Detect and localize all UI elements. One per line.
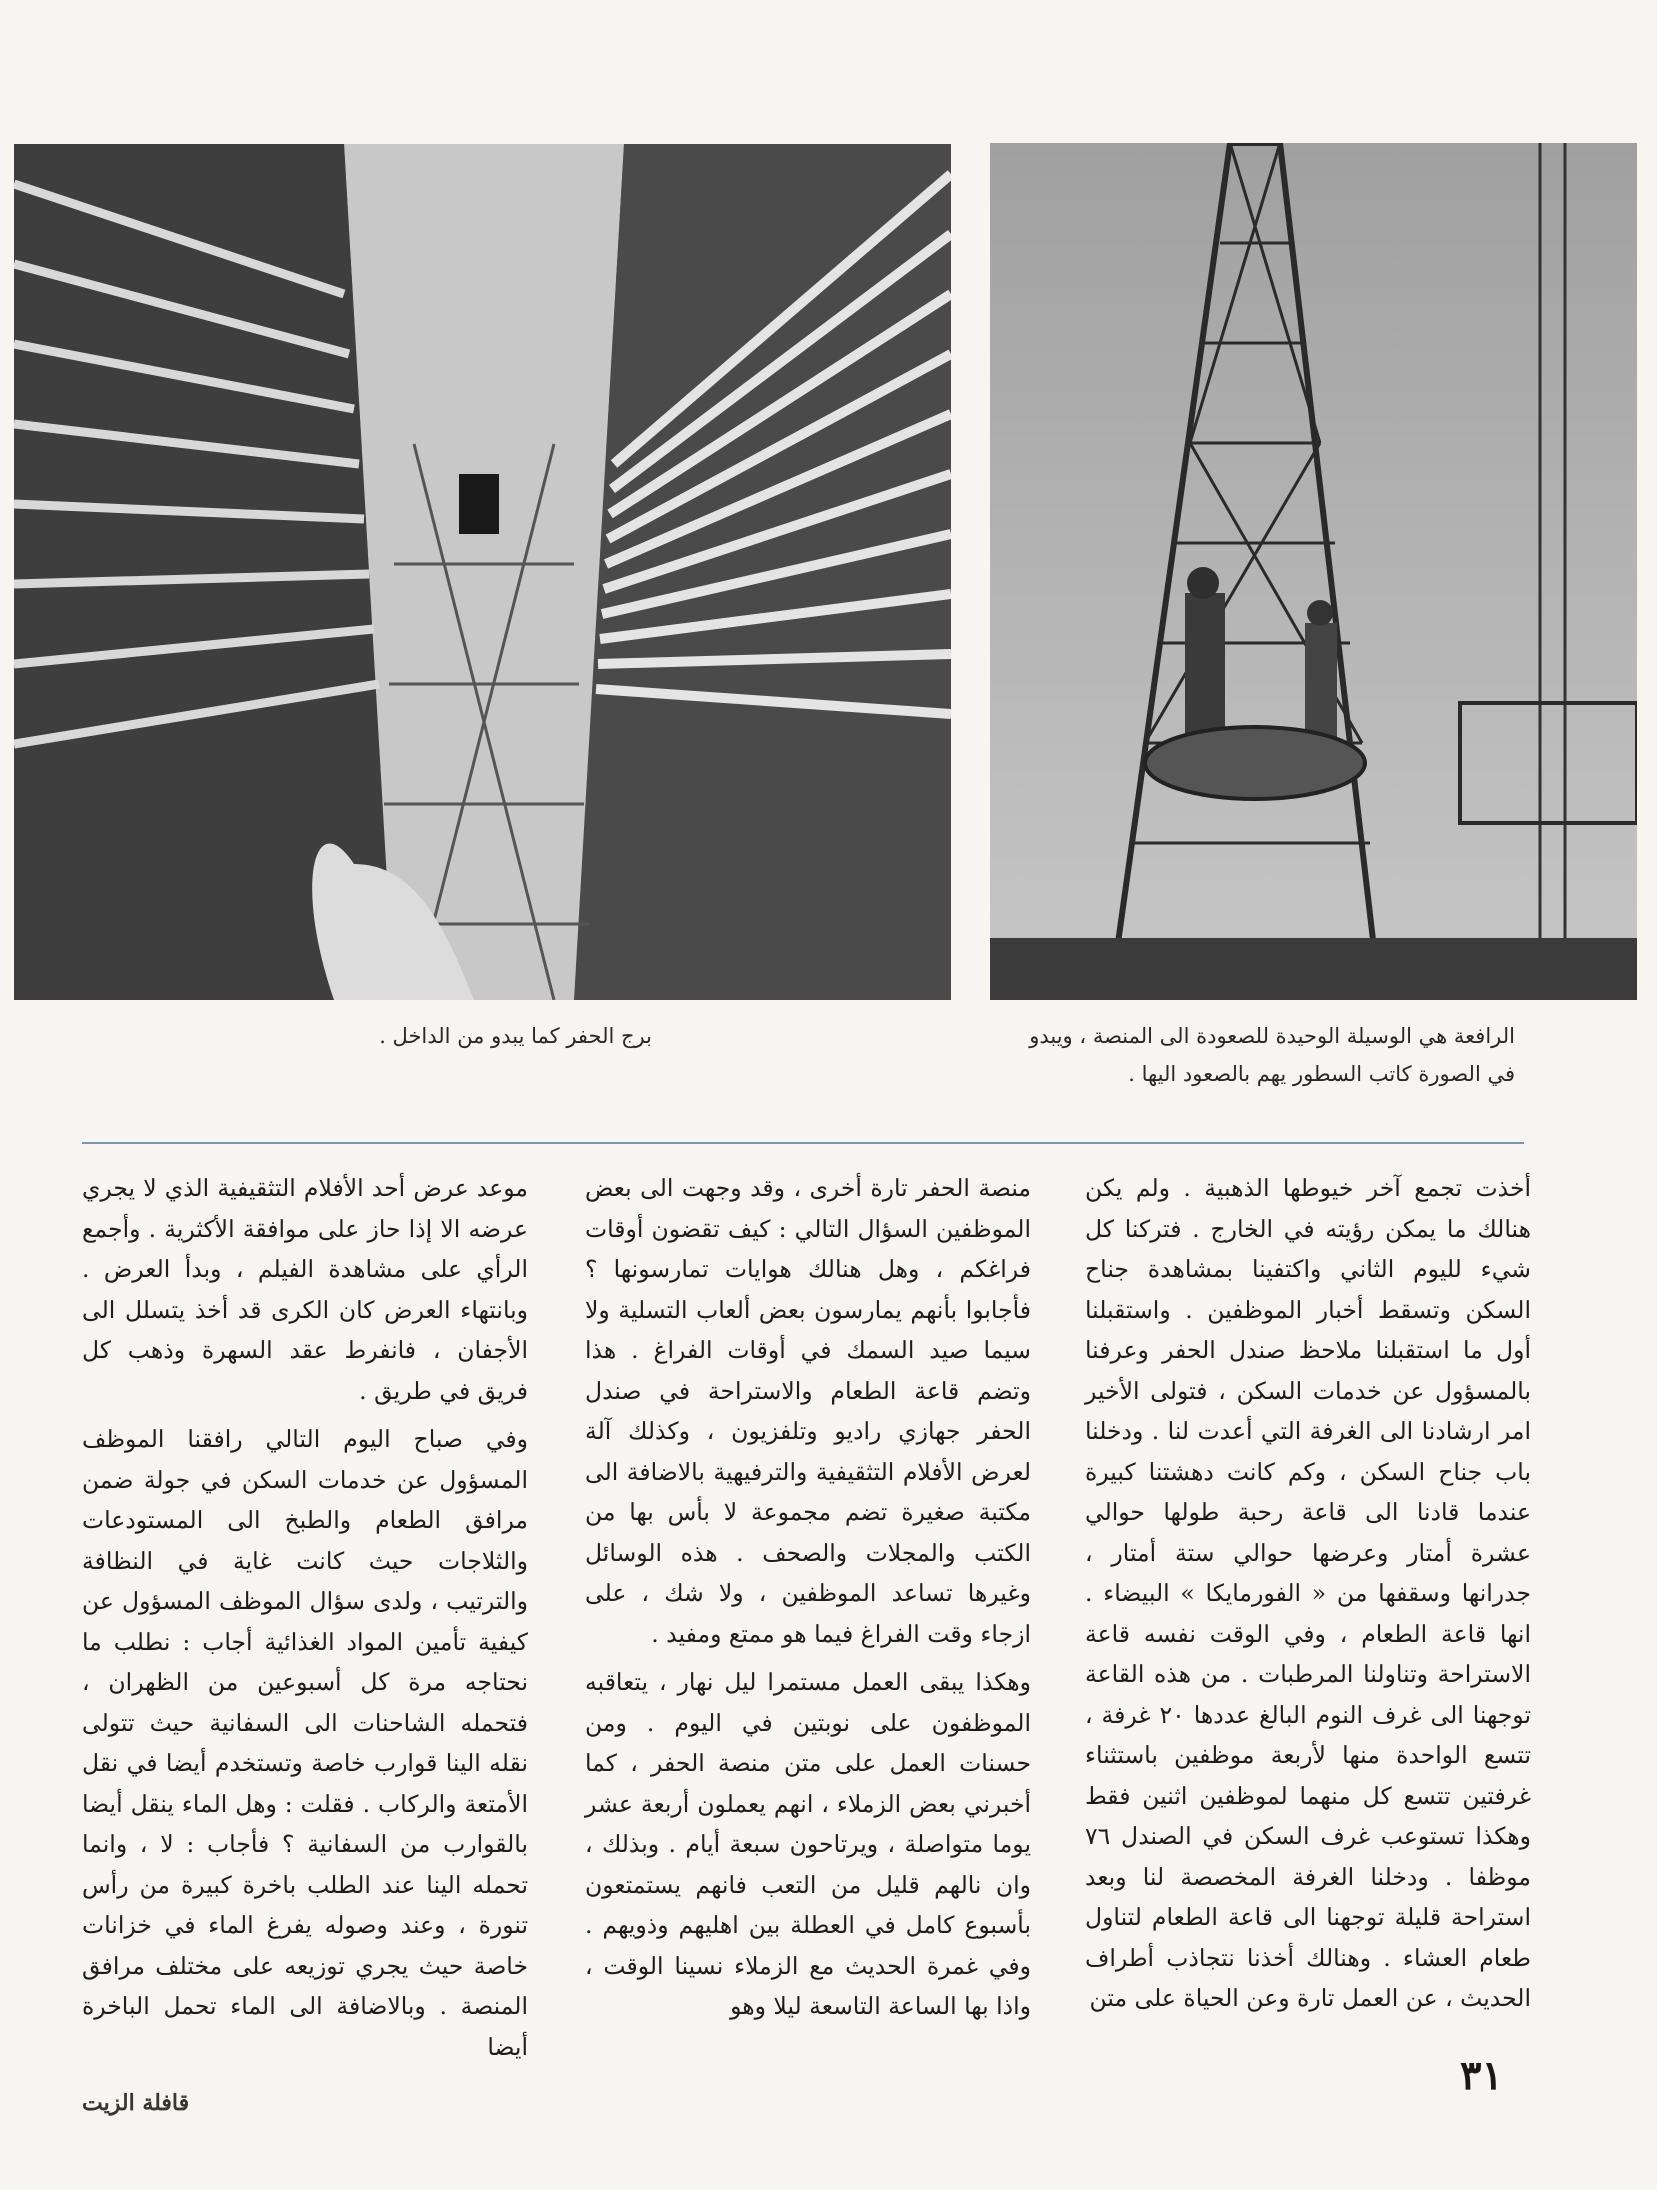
crane-basket-photo: [990, 143, 1637, 1000]
magazine-name: قافلة الزيت: [82, 2090, 190, 2116]
paragraph: وهكذا يبقى العمل مستمرا ليل نهار ، يتعاقبه الموظفون على نوبتين في اليوم . ومن حسنات العمل على متن منصة الحفر ، كما أخبرني بعض الزملاء ، انهم يعملون أربعة عشر يوما متواصلة ، ويرتاحون سبعة أيام . وبذلك ، وان نالهم قليل من التعب فانهم يستمتعون بأسبوع كامل في العطلة بين اهليهم وذويهم . وفي غمرة الحديث مع الزملاء نسينا الوقت ، واذا بها الساعة التاسعة ليلا وهو: [585, 1668, 1031, 2020]
paragraph: وفي صباح اليوم التالي رافقنا الموظف المسؤول عن خدمات السكن في جولة ضمن مرافق الطعام والطبخ الى المستودعات والثلاجات حيث كانت غاية في النظافة والترتيب ، ولدى سؤال الموظف المسؤول عن كيفية تأمين المواد الغذائية أجاب : نطلب ما نحتاجه مرة كل أسبوعين من الظهران ، فتحمله الشاحنات الى السفانية حيث تتولى نقله الينا قوارب خاصة وتستخدم أيضا في نقل الأمتعة والركاب . فقلت : وهل الماء ينقل أيضا بالقوارب من السفانية ؟ فأجاب : لا ، وانما تحمله الينا عند الطلب باخرة كبيرة من رأس تنورة ، وعند وصوله يفرغ الماء في خزانات خاصة حيث يجري توزيعه على مختلف مرافق المنصة . وبالاضافة الى الماء تحمل الباخرة أيضا: [82, 1425, 528, 2061]
paragraph: موعد عرض أحد الأفلام التثقيفية الذي لا يجري عرضه الا إذا حاز على موافقة الأكثرية . وأجمع الرأي على مشاهدة الفيلم ، وبدأ العرض . وبانتهاء العرض كان الكرى قد أخذ يتسلل الى الأجفان ، فانفرط عقد السهرة وذهب كل فريق في طريق .: [82, 1174, 528, 1405]
left-photo-caption: برج الحفر كما يبدو من الداخل .: [379, 1024, 652, 1048]
paragraph: أخذت تجمع آخر خيوطها الذهبية . ولم يكن هنالك ما يمكن رؤيته في الخارج . فتركنا كل شيء لليوم الثاني واكتفينا بمشاهدة جناح السكن وتسقط أخبار الموظفين . واستقبلنا أول ما استقبلنا ملاحظ صندل الحفر وعرفنا بالمسؤول عن خدمات السكن ، فتولى الأخير امر ارشادنا الى الغرفة التي أعدت لنا . ودخلنا باب جناح السكن ، وكم كانت دهشتنا كبيرة عندما قادنا الى قاعة رحبة طولها حوالي عشرة أمتار وعرضها حوالي ستة أمتار ، جدرانها وسقفها من « الفورمايكا » البيضاء . انها قاعة الطعام ، وفي الوقت نفسه قاعة الاستراحة وتناولنا المرطبات . من هذه القاعة توجهنا الى غرف النوم البالغ عددها ٢٠ غرفة ، تتسع الواحدة منها لأربعة موظفين باستثناء غرفتين تتسع كل منهما لموظفين اثنين فقط وهكذا تستوعب غرف السكن في الصندل ٧٦ موظفا . ودخلنا الغرفة المخصصة لنا وبعد استراحة قليلة توجهنا الى قاعة الطعام لتناول طعام العشاء . وهنالك أخذنا نتجاذب أطراف الحديث ، عن العمل تارة وعن الحياة على متن: [1085, 1174, 1531, 2012]
article-column-left: [82, 1168, 528, 2067]
article-column-middle: [585, 1168, 1031, 2027]
right-photo-caption: الرافعة هي الوسيلة الوحيدة للصعودة الى المنصة ، ويبدو في الصورة كاتب السطور يهم بالصعود اليها .: [1029, 1024, 1515, 1086]
paragraph: منصة الحفر تارة أخرى ، وقد وجهت الى بعض الموظفين السؤال التالي : كيف تقضون أوقات فراغكم ، وهل هنالك هوايات تمارسونها ؟ فأجابوا بأنهم يمارسون بعض ألعاب التسلية ولا سيما صيد السمك في أوقات الفراغ . هذا وتضم قاعة الطعام والاستراحة في صندل الحفر جهازي راديو وتلفزيون ، وكذلك آلة لعرض الأفلام التثقيفية والترفيهية بالاضافة الى مكتبة صغيرة تضم مجموعة لا بأس بها من الكتب والمجلات والصحف . هذه الوسائل وغيرها تساعد الموظفين ، ولا شك ، على ازجاء وقت الفراغ فيما هو ممتع ومفيد .: [585, 1174, 1031, 1648]
section-divider: [82, 1142, 1524, 1144]
derrick-interior-illustration: [14, 144, 951, 1000]
derrick-interior-photo: [14, 144, 951, 1000]
article-column-right: [1085, 1168, 1531, 2019]
page-number: ٣١: [1460, 2052, 1503, 2099]
derrick-crane-illustration: [990, 143, 1637, 1000]
